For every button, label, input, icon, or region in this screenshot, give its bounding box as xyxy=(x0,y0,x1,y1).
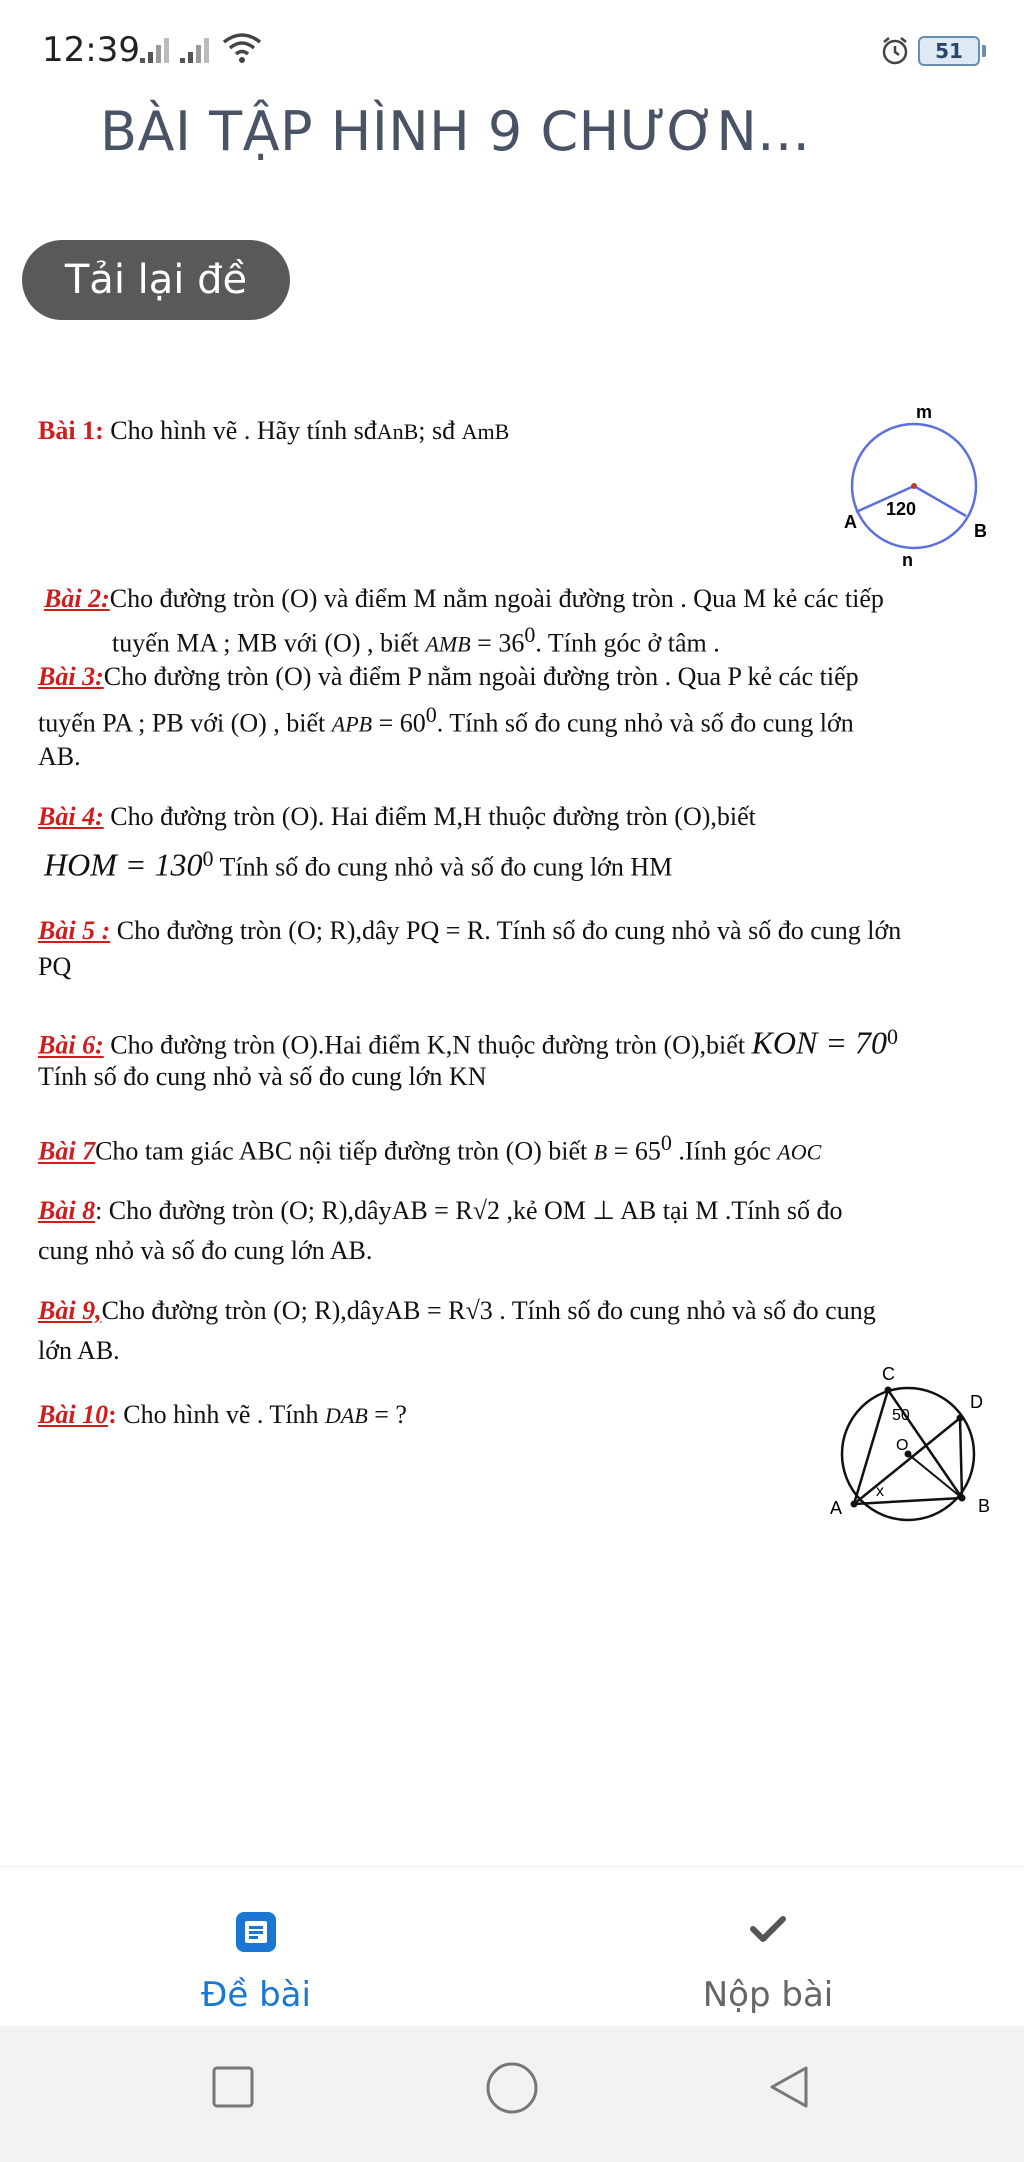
fig10-chord-ad xyxy=(854,1418,960,1504)
fig10-angle-value: 50 xyxy=(892,1407,910,1424)
exercise-3-line-3: AB. xyxy=(38,742,81,771)
fig10-chord-ab xyxy=(854,1498,962,1504)
signal-icon xyxy=(180,34,214,64)
figure-inscribed-angle xyxy=(826,1362,1006,1522)
fig10-chord-db xyxy=(960,1418,962,1498)
bottom-navigation xyxy=(0,1866,1024,2026)
exercise-9: Bài 9,Cho đường tròn (O; R),dâyAB = R√3 . Tính số đo cung nhỏ và số đo cung xyxy=(38,1296,876,1325)
recent-apps-icon[interactable] xyxy=(210,2064,256,2110)
exercise-6: Bài 6: Cho đường tròn (O).Hai điểm K,N thuộc đường tròn (O),biết KON = $70^0$ xyxy=(38,1024,898,1061)
exercise-7: Bài 7Cho tam giác ABC nội tiếp đường tròn (O) biết $B = 65^0$ .Iính góc AOC xyxy=(38,1130,822,1166)
fig10-point-a xyxy=(851,1501,858,1508)
battery-indicator: 51 xyxy=(918,36,980,66)
tab-de-bai[interactable] xyxy=(0,1867,512,2027)
fig10-label-a: A xyxy=(830,1498,843,1518)
fig1-radius-b xyxy=(914,486,966,516)
exercise-4: Bài 4: Cho đường tròn (O). Hai điểm M,H thuộc đường tròn (O),biết xyxy=(38,802,756,831)
battery-tip xyxy=(982,45,986,57)
signal-icon xyxy=(140,34,174,64)
fig1-label-m: m xyxy=(916,402,933,422)
exercise-5-line-2: PQ xyxy=(38,952,72,981)
exercise-3: Bài 3:Cho đường tròn (O) và điểm P nằm ngoài đường tròn . Qua P kẻ các tiếp xyxy=(38,662,859,691)
exercise-6-line-2: Tính số đo cung nhỏ và số đo cung lớn KN xyxy=(38,1062,487,1091)
exercise-8-line-2: cung nhỏ và số đo cung lớn AB. xyxy=(38,1236,373,1265)
fig1-label-b: B xyxy=(974,521,987,541)
exercise-5: Bài 5 : Cho đường tròn (O; R),dây PQ = R. Tính số đo cung nhỏ và số đo cung lớn xyxy=(38,916,902,945)
exercise-8: Bài 8: Cho đường tròn (O; R),dâyAB = R√2 ,kẻ OM ⊥ AB tại M .Tính số đo xyxy=(38,1196,843,1225)
figure-circle-120 xyxy=(834,400,994,570)
checkmark-icon xyxy=(745,1909,791,1955)
tab-nop-bai[interactable] xyxy=(512,1867,1024,2027)
exercise-2-line-2: tuyến MA ; MB với (O) , biết AMB = $36^0$. Tính góc ở tâm . xyxy=(112,622,720,658)
fig10-label-d: D xyxy=(970,1392,983,1412)
fig1-center-point xyxy=(911,483,917,489)
fig10-label-o: O xyxy=(896,1437,909,1454)
exercise-3-line-2: tuyến PA ; PB với (O) , biết APB = $60^0$. Tính số đo cung nhỏ và số đo cung lớn xyxy=(38,702,854,738)
page-title: BÀI TẬP HÌNH 9 CHƯƠN... xyxy=(100,100,811,163)
reload-button[interactable]: Tải lại đề xyxy=(22,240,290,320)
exercise-document xyxy=(0,360,1024,1860)
exercise-4-line-2: HOM = $130^0$ Tính số đo cung nhỏ và số đo cung lớn HM xyxy=(44,846,673,883)
fig10-point-c xyxy=(885,1387,892,1394)
wifi-icon xyxy=(222,32,262,64)
fig1-label-a: A xyxy=(844,512,857,532)
fig1-angle-value: 120 xyxy=(886,499,917,519)
document-icon xyxy=(233,1909,279,1955)
exercise-1: Bài 1: Cho hình vẽ . Hãy tính sđAnB; sđ AmB xyxy=(38,416,510,445)
tab-de-bai-label: Đề bài xyxy=(201,1975,311,2015)
back-icon[interactable] xyxy=(766,2064,812,2110)
exercise-10: Bài 10: Cho hình vẽ . Tính DAB = ? xyxy=(38,1400,407,1429)
status-bar xyxy=(0,0,1024,104)
fig10-label-x: x xyxy=(876,1483,884,1500)
status-time: 12:39 xyxy=(42,30,140,70)
system-navigation-bar xyxy=(0,2026,1024,2162)
exercise-2: Bài 2:Cho đường tròn (O) và điểm M nằm ngoài đường tròn . Qua M kẻ các tiếp xyxy=(44,584,884,613)
fig10-point-d xyxy=(957,1415,964,1422)
fig10-label-b: B xyxy=(978,1496,991,1516)
alarm-icon xyxy=(880,36,910,66)
home-icon[interactable] xyxy=(484,2060,540,2116)
fig10-point-b xyxy=(959,1495,966,1502)
fig10-label-c: C xyxy=(882,1364,895,1384)
exercise-9-line-2: lớn AB. xyxy=(38,1336,120,1365)
fig1-label-n: n xyxy=(902,550,913,570)
tab-nop-bai-label: Nộp bài xyxy=(702,1975,834,2015)
